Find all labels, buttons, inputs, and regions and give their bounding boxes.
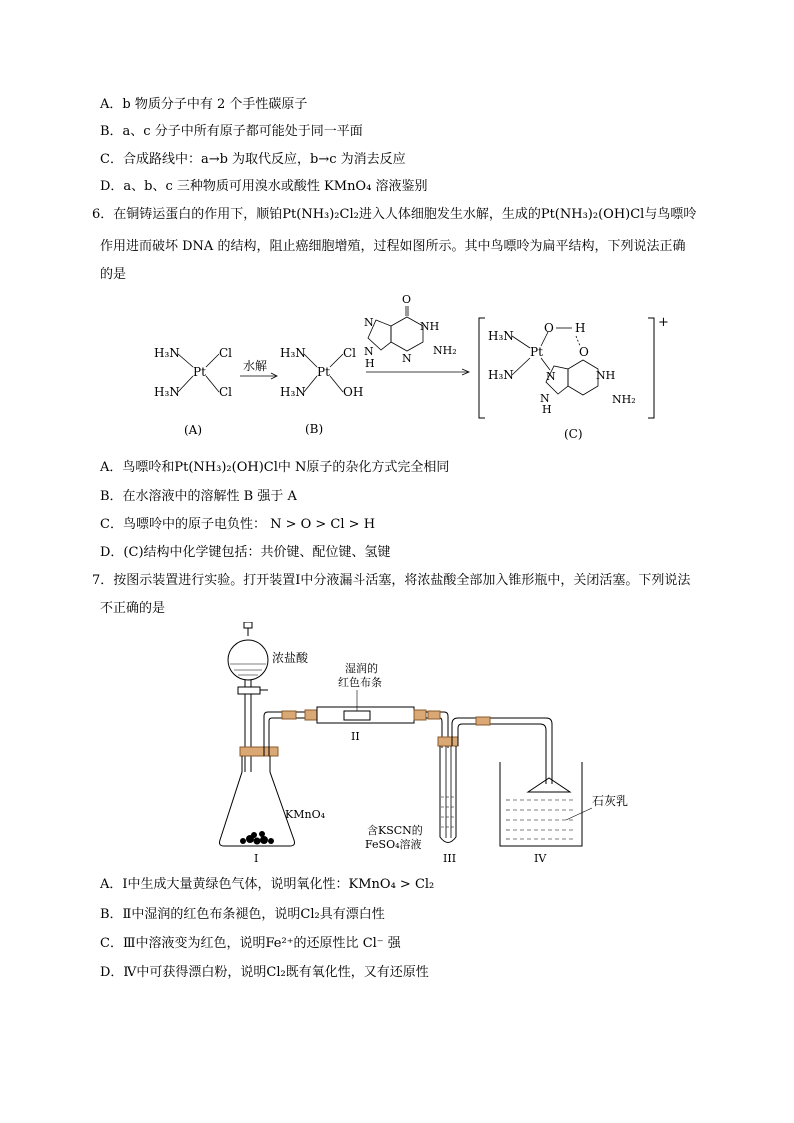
molecule-b	[280, 346, 363, 436]
svg-text:H: H	[365, 357, 375, 370]
svg-text:NH₂: NH₂	[433, 344, 457, 357]
label-a: (A)	[184, 423, 203, 437]
label-iii: III	[443, 852, 457, 865]
svg-text:湿润的: 湿润的	[345, 662, 378, 675]
svg-text:Pt: Pt	[530, 345, 543, 359]
q6-option-d: D．(C)结构中化学键包括：共价键、配位键、氢键	[100, 545, 391, 560]
label-b: (B)	[305, 422, 324, 436]
svg-text:H: H	[542, 403, 552, 416]
svg-text:KMnO₄: KMnO₄	[285, 808, 325, 821]
conical-flask-i	[220, 716, 326, 865]
svg-text:Pt: Pt	[193, 365, 206, 379]
q6-reaction-figure	[140, 290, 680, 450]
q5-option-a: A．b 物质分子中有 2 个手性碳原子	[100, 97, 308, 112]
q6-option-c: C．鸟嘌呤中的原子电负性： N > O > Cl > H	[100, 517, 376, 532]
q6-option-a: A．鸟嘌呤和Pt(NH₃)₂(OH)Cl中 N原子的杂化方式完全相同	[100, 460, 450, 475]
svg-text:Pt: Pt	[317, 365, 330, 379]
svg-text:H₃N: H₃N	[280, 346, 306, 360]
q6-stem-line1: 6．在铜铸运蛋白的作用下，顺铂Pt(NH₃)₂Cl₂进入人体细胞发生水解，生成的Pt(NH₃)₂(OH)Cl与鸟嘌呤	[92, 207, 697, 222]
svg-text:H₃N: H₃N	[488, 329, 514, 343]
guanine-structure	[364, 293, 457, 370]
q7-apparatus-figure	[210, 622, 630, 870]
label-ii: II	[351, 730, 360, 743]
svg-text:H₃N: H₃N	[280, 385, 306, 399]
svg-text:H₃N: H₃N	[488, 368, 514, 382]
svg-text:OH: OH	[343, 385, 364, 399]
molecule-c	[479, 315, 669, 441]
q7-option-d: D．Ⅳ中可获得漂白粉，说明Cl₂既有氧化性，又有还原性	[100, 965, 429, 980]
svg-text:含KSCN的: 含KSCN的	[367, 824, 423, 837]
q7-option-a: A．Ⅰ中生成大量黄绿色气体，说明氧化性：KMnO₄ > Cl₂	[100, 877, 435, 892]
svg-text:H: H	[575, 321, 586, 335]
svg-text:浓盐酸: 浓盐酸	[272, 651, 309, 665]
svg-text:O: O	[579, 345, 589, 359]
svg-text:H₃N: H₃N	[154, 385, 180, 399]
svg-text:N: N	[364, 316, 374, 329]
svg-text:N: N	[546, 370, 556, 383]
svg-text:NH: NH	[420, 320, 440, 333]
svg-text:NH: NH	[596, 369, 616, 382]
beaker-iv	[500, 762, 628, 865]
label-iv: IV	[534, 852, 547, 865]
hydrolysis-arrow	[240, 358, 277, 379]
q5-option-d: D．a、b、c 三种物质可用溴水或酸性 KMnO₄ 溶液鉴别	[100, 179, 428, 194]
q7-option-c: C．Ⅲ中溶液变为红色，说明Fe²⁺的还原性比 Cl⁻ 强	[100, 936, 401, 951]
svg-text:NH₂: NH₂	[612, 393, 636, 406]
svg-text:水解: 水解	[243, 359, 268, 373]
svg-text:Cl: Cl	[219, 346, 233, 360]
q5-option-c: C．合成路线中：a→b 为取代反应，b→c 为消去反应	[100, 152, 406, 167]
molecule-a	[154, 346, 232, 437]
q7-option-b: B．Ⅱ中湿润的红色布条褪色，说明Cl₂具有漂白性	[100, 907, 385, 922]
svg-text:N: N	[364, 345, 374, 358]
label-i: I	[254, 852, 259, 865]
svg-text:H₃N: H₃N	[154, 346, 180, 360]
label-c: (C)	[564, 427, 583, 441]
svg-text:+: +	[658, 315, 669, 330]
svg-text:FeSO₄溶液: FeSO₄溶液	[365, 838, 422, 851]
svg-text:N: N	[402, 352, 412, 365]
q6-stem-line3: 的是	[100, 267, 127, 282]
svg-text:Cl: Cl	[343, 346, 357, 360]
q5-option-b: B．a、c 分子中所有原子都可能处于同一平面	[100, 124, 363, 139]
svg-text:红色布条: 红色布条	[338, 676, 382, 689]
svg-text:O: O	[544, 321, 554, 335]
glass-tube-ii	[305, 662, 426, 743]
q6-stem-line2: 作用进而破坏 DNA 的结构，阻止癌细胞增殖，过程如图所示。其中鸟嘌呤为扁平结构，下列说法正确	[100, 239, 686, 254]
q7-stem-line2: 不正确的是	[100, 601, 166, 616]
q7-stem-line1: 7．按图示装置进行实验。打开装置Ⅰ中分液漏斗活塞，将浓盐酸全部加入锥形瓶中，关闭活塞。下列说法	[92, 573, 691, 588]
q6-option-b: B．在水溶液中的溶解性 B 强于 A	[100, 489, 297, 504]
svg-text:N: N	[540, 392, 550, 405]
svg-text:石灰乳: 石灰乳	[592, 794, 629, 808]
test-tube-iii	[365, 737, 458, 865]
svg-text:O: O	[402, 293, 412, 306]
svg-text:Cl: Cl	[219, 385, 233, 399]
